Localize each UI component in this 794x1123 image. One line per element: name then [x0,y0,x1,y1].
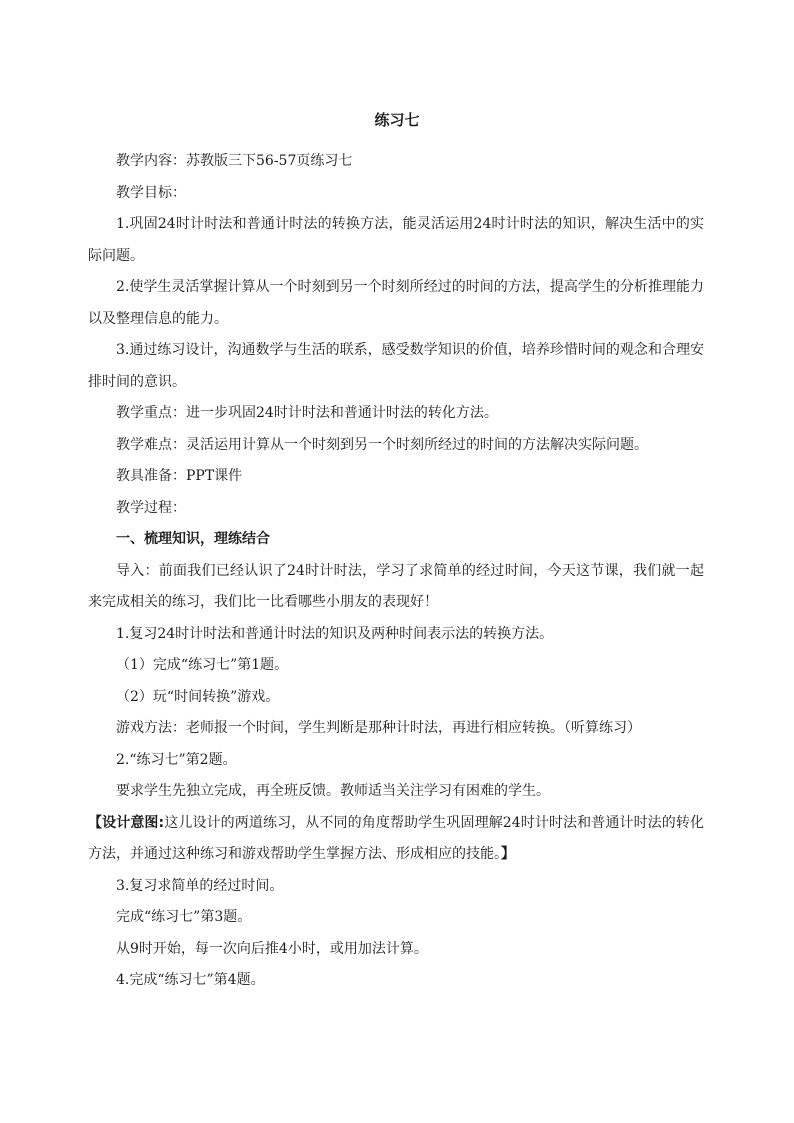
review-sub-2: （2）玩“时间转换”游戏。 [116,688,280,705]
requirement: 要求学生先独立完成，再全班反馈。教师适当关注学习有困难的学生。 [116,783,550,799]
review-item-3: 3.复习求简单的经过时间。 [116,877,284,894]
review-item-2: 2.“练习七”第2题。 [116,751,237,768]
document-body [88,146,704,997]
exercise-3: 完成“练习七”第3题。 [116,909,252,925]
design-intent-text: 这儿设计的两道练习，从不同的角度帮助学生巩固理解24时计时法和普通计时法的转化方法，并通过这种练习和游戏帮助学生掌握方法、形成相应的技能。 [88,814,704,862]
introduction: 导入：前面我们已经认识了24时计时法，学习了求简单的经过时间，今天这节课，我们就一起来完成相关的练习，我们比一比看哪些小朋友的表现好！ [88,562,704,610]
goal-3: 3.通过练习设计，沟通数学与生活的联系，感受数学知识的价值，培养珍惜时间的观念和合理安排时间的意识。 [88,342,704,390]
teaching-goals-heading: 教学目标： [116,184,186,201]
goal-1: 1.巩固24时计时法和普通计时法的转换方法，能灵活运用24时计时法的知识，解决生活中的实际问题。 [88,216,704,264]
teaching-difficulty: 教学难点：灵活运用计算从一个时刻到另一个时刻所经过的时间的方法解决实际问题。 [116,436,648,453]
design-intent-open-bracket: 【 [88,814,103,831]
review-sub-1: （1）完成“练习七”第1题。 [116,657,289,673]
goal-2: 2.使学生灵活掌握计算从一个时刻到另一个时刻所经过的时间的方法，提高学生的分析推理能力以及整理信息的能力。 [88,279,704,327]
exercise-3-hint: 从9时开始，每一次向后推4小时，或用加法计算。 [116,940,428,957]
teaching-process-heading: 教学过程： [116,499,186,516]
teaching-content: 教学内容：苏教版三下56-57页练习七 [116,153,353,169]
review-item-4: 4.完成“练习七”第4题。 [116,972,265,988]
design-intent-label: 设计意图: [102,814,165,831]
page-title: 练习七 [374,111,420,129]
game-method: 游戏方法：老师报一个时间，学生判断是那种计时法，再进行相应转换。（听算练习） [116,720,641,736]
design-intent [88,808,704,871]
review-item-1: 1.复习24时计时法和普通计时法的知识及两种时间表示法的转换方法。 [116,625,554,642]
design-intent-close-bracket: 】 [501,846,515,862]
teaching-key-point: 教学重点：进一步巩固24时计时法和普通计时法的转化方法。 [116,405,498,421]
section-heading-1: 一、梳理知识，理练结合 [116,531,270,547]
teaching-aids: 教具准备：PPT课件 [116,468,243,484]
